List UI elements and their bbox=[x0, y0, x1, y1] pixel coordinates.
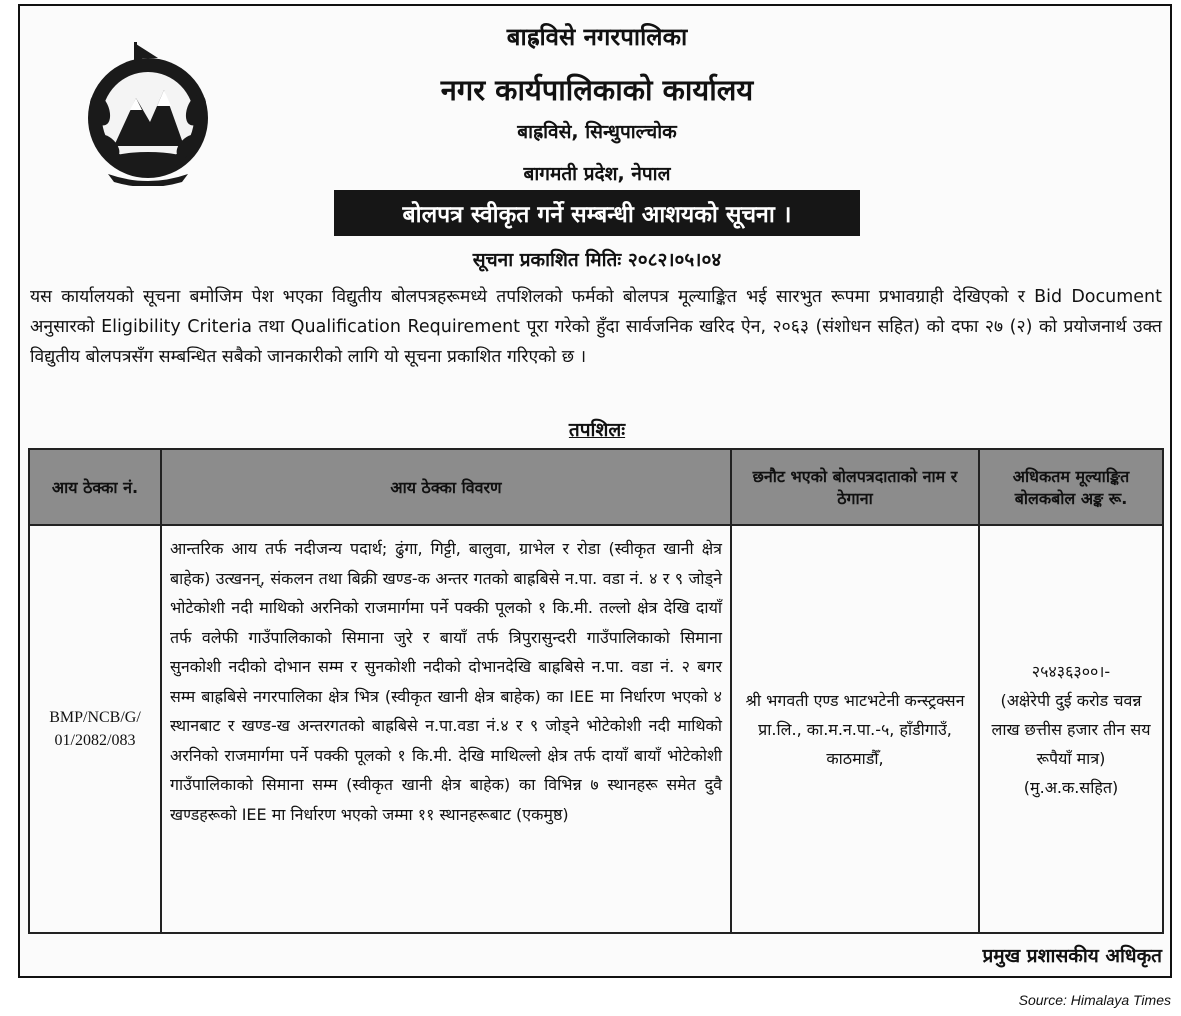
amount-figure: २५४३६३००।- bbox=[1031, 661, 1111, 681]
intro-paragraph: यस कार्यालयको सूचना बमोजिम पेश भएका विद्युतीय बोलपत्रहरूमध्ये तपशिलको फर्मको बोलपत्र मूल्याङ्कित भई सारभुत रूपमा प्रभावग्राही देखिएको र Bid Document अनुसारको Eligibility Criteria तथा Qualification Requirement पूरा गरेको हुँदा सार्वजनिक खरिद ऐन, २०६३ (संशोधन सहित) को दफा २७ (२) को प्रयोजनार्थ उक्त विद्युतीय बोलपत्रसँग सम्बन्धित सबैको जानकारीको लागि यो सूचना प्रकाशित गरिएको छ । bbox=[30, 287, 1162, 367]
amount-cell bbox=[979, 525, 1163, 933]
published-date: सूचना प्रकाशित मितिः २०८२।०५।०४ bbox=[472, 249, 722, 271]
office-address: बाह्रविसे, सिन्धुपाल्चोक bbox=[517, 121, 677, 143]
col-header-contract-no: आय ठेक्का नं. bbox=[29, 449, 161, 525]
signatory-title: प्रमुख प्रशासकीय अधिकृत bbox=[982, 945, 1162, 967]
province-country: बागमती प्रदेश, नेपाल bbox=[523, 163, 671, 185]
col-header-amount: अधिकतम मूल्याङ्कित बोलकबोल अङ्क रू. bbox=[979, 449, 1163, 525]
office-name: नगर कार्यपालिकाको कार्यालय bbox=[440, 73, 754, 107]
table-row bbox=[29, 525, 1163, 933]
table-header-row bbox=[29, 449, 1163, 525]
source-credit: Source: Himalaya Times bbox=[1018, 992, 1171, 1008]
notice-panel bbox=[18, 4, 1172, 978]
schedule-label: तपशिलः bbox=[568, 419, 626, 441]
col-header-bidder: छनौट भएको बोलपत्रदाताको नाम र ठेगाना bbox=[731, 449, 979, 525]
schedule-heading bbox=[20, 416, 1174, 442]
bidder-cell: श्री भगवती एण्ड भाटभटेनी कन्स्ट्रक्सन प्रा.लि., का.म.न.पा.-५, हाँडीगाउँ, काठमाडौँ, bbox=[731, 525, 979, 933]
amount-in-words: (अक्षेरेपी दुई करोड चवन्न लाख छत्तीस हजार तीन सय रूपैयाँ मात्र) (मु.अ.क.सहित) bbox=[991, 690, 1151, 797]
col-header-description: आय ठेक्का विवरण bbox=[161, 449, 731, 525]
contract-table bbox=[28, 448, 1164, 934]
contract-number-cell: BMP/NCB/G/ 01/2082/083 bbox=[29, 525, 161, 933]
notice-title: बोलपत्र स्वीकृत गर्ने सम्बन्धी आशयको सूचना । bbox=[334, 190, 860, 236]
contract-description-cell: आन्तरिक आय तर्फ नदीजन्य पदार्थ; ढुंगा, गिट्टी, बालुवा, ग्राभेल र रोडा (स्वीकृत खानी क्षेत्र बाहेक) उत्खनन्, संकलन तथा बिक्री खण्ड-क अन्तर गतको बाह्रबिसे न.पा. वडा नं. ४ र ९ जोड्ने भोटेकोशी नदी माथिको अरनिको राजमार्गमा पर्ने पक्की पूलको १ कि.मी. तल्लो क्षेत्र देखि दायाँ तर्फ वलेफी गाउँपालिकाको सिमाना जुरे र बायाँ तर्फ त्रिपुरासुन्दरी गाउँपालिकाको सिमाना सुनकोशी नदीको दोभान सम्म र सुनकोशी नदीको दोभानदेखि बाह्रबिसे न.पा. वडा नं. २ बगर सम्म बाह्रबिसे नगरपालिका क्षेत्र भित्र (स्वीकृत खानी क्षेत्र बाहेक) का IEE मा निर्धारण भएको ४ स्थानबाट र खण्ड-ख अन्तरगतको बाह्रबिसे न.पा.वडा नं.४ र ९ जोड्ने भोटेकोशी नदी माथिको अरनिको राजमार्गमा पर्ने पक्की पूलको १ कि.मी. देखि माथिल्लो क्षेत्र तर्फ दायाँ बायाँ भोटेकोशी गाउँपालिकाको सिमाना सम्म (स्वीकृत खानी क्षेत्र बाहेक) का विभिन्न ७ स्थानहरू समेत दुवै खण्डहरूको IEE मा निर्धारण भएको जम्मा ११ स्थानहरूबाट (एकमुष्ठ) bbox=[161, 525, 731, 933]
municipality-name: बाह्रविसे नगरपालिका bbox=[506, 23, 688, 51]
